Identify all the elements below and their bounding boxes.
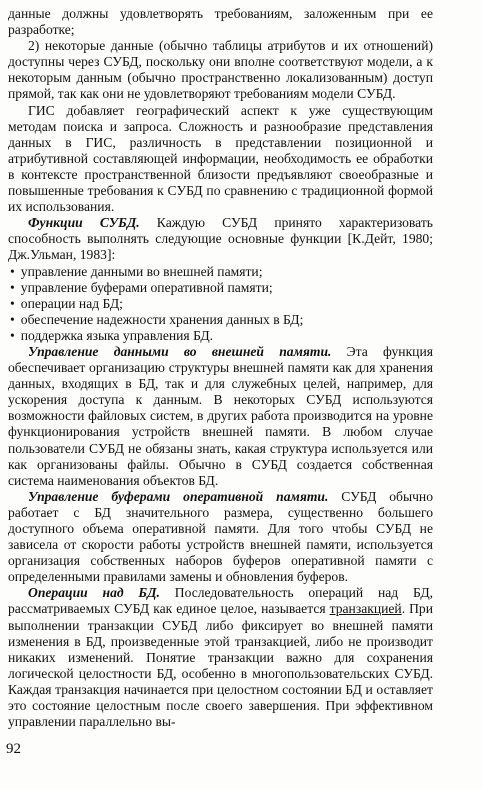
list-item: • управление буферами оперативной памяти; xyxy=(8,280,433,296)
list-item: • операции над БД; xyxy=(8,296,433,312)
list-item: • управление данными во внешней памяти; xyxy=(8,264,433,280)
operations-heading: Операции над БД. xyxy=(28,585,160,601)
external-memory-heading: Управление данными во внешней памяти. xyxy=(28,343,332,359)
paragraph-external-memory xyxy=(8,344,433,489)
paragraph-continuation: данные должны удовлетворять требованиям, заложенным при ее разработке; xyxy=(8,6,433,38)
paragraph-buffers xyxy=(8,489,433,586)
external-memory-text: Эта функция обеспечивает организацию структуры внешней памяти как для хранения данных, входящих в БД, так и для служебных целей, например, для ускорения доступа к данным. В некоторых СУБД используются возможности файловых систем, в других работа производится на уровне функционирования устройств внешней памяти. В любом случае пользователи СУБД не обязаны знать, какая структура используется или как организованы файлы. Обычно в СУБД создается собственная система наименования объектов БД. xyxy=(8,343,433,488)
transaction-term: транзакцией xyxy=(329,601,402,617)
paragraph-functions xyxy=(8,215,433,263)
paragraph-item-2: 2) некоторые данные (обычно таблицы атрибутов и их отношений) доступны через СУБД, поскольку они вполне соответствуют модели, а к некоторым данным (обычно пространственно локализованным) доступ прямой, так как они не удовлетворяют требованиям модели СУБД. xyxy=(8,38,433,102)
buffers-text: СУБД обычно работает с БД значительного размера, существенно большего доступного объема оперативной памяти. Для того чтобы СУБД не зависела от скорости работы устройств внешней памяти, используется организация собственных наборов буферов оперативной памяти с определенными правилами замены и обновления буферов. xyxy=(8,488,434,585)
functions-list xyxy=(8,264,433,344)
paragraph-gis: ГИС добавляет географический аспект к уже существующим методам поиска и запроса. Сложность и разнообразие представления данных в ГИС, различность в представлении позиционной и атрибутивной составляющей информации, необходимость ее обработки в контексте пространственной близости предъявляют своеобразные и повышенные требования к СУБД по сравнению с традиционной формой их использования. xyxy=(8,102,433,215)
page-body xyxy=(8,6,433,730)
buffers-heading: Управление буферами оперативной памяти. xyxy=(28,488,329,504)
list-item: • обеспечение надежности хранения данных в БД; xyxy=(8,312,433,328)
paragraph-operations xyxy=(8,585,433,730)
list-item: • поддержка языка управления БД. xyxy=(8,328,433,344)
operations-text-after: . При выполнении транзакции СУБД либо фиксирует во внешней памяти изменения в БД, произведенные этой транзакцией, либо не производит никаких изменений. Понятие транзакции важно для сохранения логической целостности БД, особенно в многопользовательских СУБД. Каждая транзакция начинается при целостном состоянии БД и оставляет это состояние целостным после своего завершения. При эффективном управлении параллельно вы- xyxy=(8,601,434,730)
page-number: 92 xyxy=(6,741,21,757)
operations-text-before: Последовательность операций над БД, рассматриваемых СУБД как единое целое, называется xyxy=(8,585,433,617)
functions-heading: Функции СУБД. xyxy=(28,215,140,231)
functions-text: Каждую СУБД принято характеризовать способность выполнять следующие основные функции [К.Дейт, 1980; Дж.Ульман, 1983]: xyxy=(8,215,433,263)
